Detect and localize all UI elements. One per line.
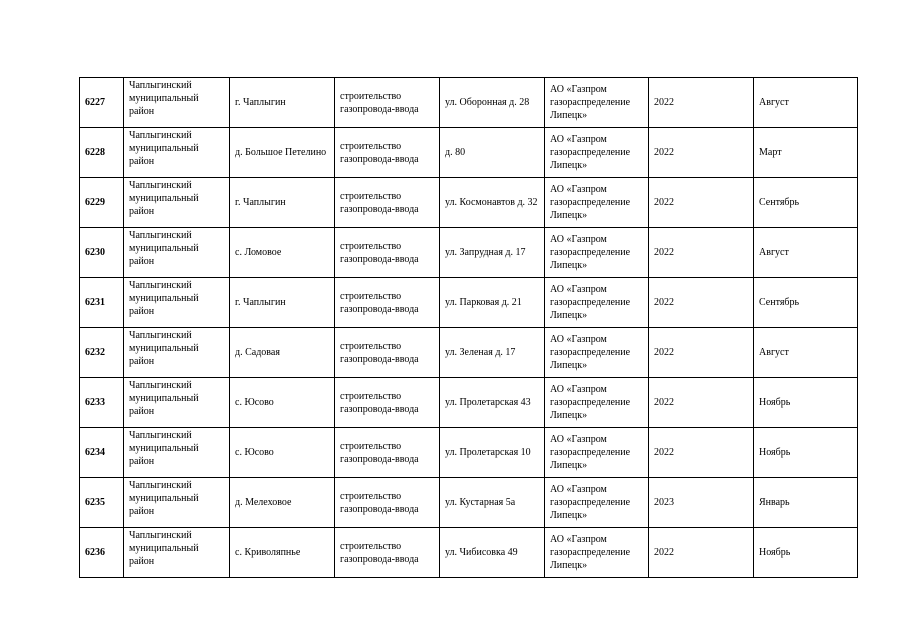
cell-settlement: г. Чаплыгин <box>230 278 335 328</box>
cell-address: ул. Зеленая д. 17 <box>440 328 545 378</box>
cell-number: 6229 <box>80 178 124 228</box>
cell-district: Чаплыгинский муниципальный район <box>124 178 230 228</box>
cell-year: 2022 <box>649 428 754 478</box>
cell-settlement: д. Мелеховое <box>230 478 335 528</box>
cell-organization: АО «Газпром газораспределение Липецк» <box>545 128 649 178</box>
table-row <box>80 328 858 378</box>
cell-district: Чаплыгинский муниципальный район <box>124 478 230 528</box>
cell-work-type: строительство газопровода-ввода <box>335 228 440 278</box>
cell-work-type: строительство газопровода-ввода <box>335 128 440 178</box>
cell-month: Ноябрь <box>754 378 858 428</box>
cell-month: Август <box>754 78 858 128</box>
cell-settlement: д. Большое Петелино <box>230 128 335 178</box>
cell-settlement: г. Чаплыгин <box>230 78 335 128</box>
cell-settlement: д. Садовая <box>230 328 335 378</box>
cell-year: 2022 <box>649 228 754 278</box>
cell-address: ул. Запрудная д. 17 <box>440 228 545 278</box>
table-row <box>80 228 858 278</box>
cell-address: ул. Космонавтов д. 32 <box>440 178 545 228</box>
cell-year: 2022 <box>649 528 754 578</box>
cell-address: ул. Парковая д. 21 <box>440 278 545 328</box>
cell-number: 6228 <box>80 128 124 178</box>
cell-organization: АО «Газпром газораспределение Липецк» <box>545 528 649 578</box>
cell-month: Сентябрь <box>754 278 858 328</box>
cell-district: Чаплыгинский муниципальный район <box>124 228 230 278</box>
cell-year: 2022 <box>649 128 754 178</box>
cell-year: 2022 <box>649 378 754 428</box>
cell-number: 6236 <box>80 528 124 578</box>
cell-organization: АО «Газпром газораспределение Липецк» <box>545 478 649 528</box>
cell-district: Чаплыгинский муниципальный район <box>124 428 230 478</box>
cell-number: 6234 <box>80 428 124 478</box>
cell-month: Ноябрь <box>754 528 858 578</box>
cell-number: 6235 <box>80 478 124 528</box>
cell-number: 6231 <box>80 278 124 328</box>
cell-organization: АО «Газпром газораспределение Липецк» <box>545 328 649 378</box>
cell-organization: АО «Газпром газораспределение Липецк» <box>545 178 649 228</box>
cell-number: 6227 <box>80 78 124 128</box>
cell-month: Январь <box>754 478 858 528</box>
cell-month: Август <box>754 328 858 378</box>
cell-work-type: строительство газопровода-ввода <box>335 78 440 128</box>
cell-month: Сентябрь <box>754 178 858 228</box>
cell-number: 6230 <box>80 228 124 278</box>
cell-settlement: с. Юсово <box>230 428 335 478</box>
cell-settlement: с. Криволяпнье <box>230 528 335 578</box>
cell-year: 2022 <box>649 178 754 228</box>
table-row <box>80 278 858 328</box>
cell-address: д. 80 <box>440 128 545 178</box>
cell-number: 6232 <box>80 328 124 378</box>
table-row <box>80 78 858 128</box>
cell-work-type: строительство газопровода-ввода <box>335 428 440 478</box>
cell-address: ул. Пролетарская 43 <box>440 378 545 428</box>
cell-settlement: с. Юсово <box>230 378 335 428</box>
cell-settlement: с. Ломовое <box>230 228 335 278</box>
cell-settlement: г. Чаплыгин <box>230 178 335 228</box>
table-row <box>80 128 858 178</box>
cell-district: Чаплыгинский муниципальный район <box>124 528 230 578</box>
cell-month: Март <box>754 128 858 178</box>
cell-address: ул. Кустарная 5а <box>440 478 545 528</box>
cell-year: 2022 <box>649 278 754 328</box>
cell-organization: АО «Газпром газораспределение Липецк» <box>545 228 649 278</box>
cell-organization: АО «Газпром газораспределение Липецк» <box>545 378 649 428</box>
gasification-table <box>79 77 858 578</box>
cell-organization: АО «Газпром газораспределение Липецк» <box>545 78 649 128</box>
table-row <box>80 528 858 578</box>
cell-year: 2022 <box>649 78 754 128</box>
cell-address: ул. Оборонная д. 28 <box>440 78 545 128</box>
cell-year: 2022 <box>649 328 754 378</box>
cell-number: 6233 <box>80 378 124 428</box>
table-row <box>80 478 858 528</box>
table-row <box>80 178 858 228</box>
cell-month: Август <box>754 228 858 278</box>
cell-work-type: строительство газопровода-ввода <box>335 278 440 328</box>
cell-year: 2023 <box>649 478 754 528</box>
cell-district: Чаплыгинский муниципальный район <box>124 278 230 328</box>
cell-district: Чаплыгинский муниципальный район <box>124 378 230 428</box>
cell-district: Чаплыгинский муниципальный район <box>124 128 230 178</box>
cell-address: ул. Пролетарская 10 <box>440 428 545 478</box>
cell-organization: АО «Газпром газораспределение Липецк» <box>545 278 649 328</box>
cell-work-type: строительство газопровода-ввода <box>335 328 440 378</box>
table-body <box>80 78 858 578</box>
table-row <box>80 378 858 428</box>
cell-work-type: строительство газопровода-ввода <box>335 528 440 578</box>
cell-district: Чаплыгинский муниципальный район <box>124 78 230 128</box>
cell-address: ул. Чибисовка 49 <box>440 528 545 578</box>
cell-month: Ноябрь <box>754 428 858 478</box>
cell-organization: АО «Газпром газораспределение Липецк» <box>545 428 649 478</box>
table-row <box>80 428 858 478</box>
cell-work-type: строительство газопровода-ввода <box>335 178 440 228</box>
cell-district: Чаплыгинский муниципальный район <box>124 328 230 378</box>
cell-work-type: строительство газопровода-ввода <box>335 378 440 428</box>
cell-work-type: строительство газопровода-ввода <box>335 478 440 528</box>
